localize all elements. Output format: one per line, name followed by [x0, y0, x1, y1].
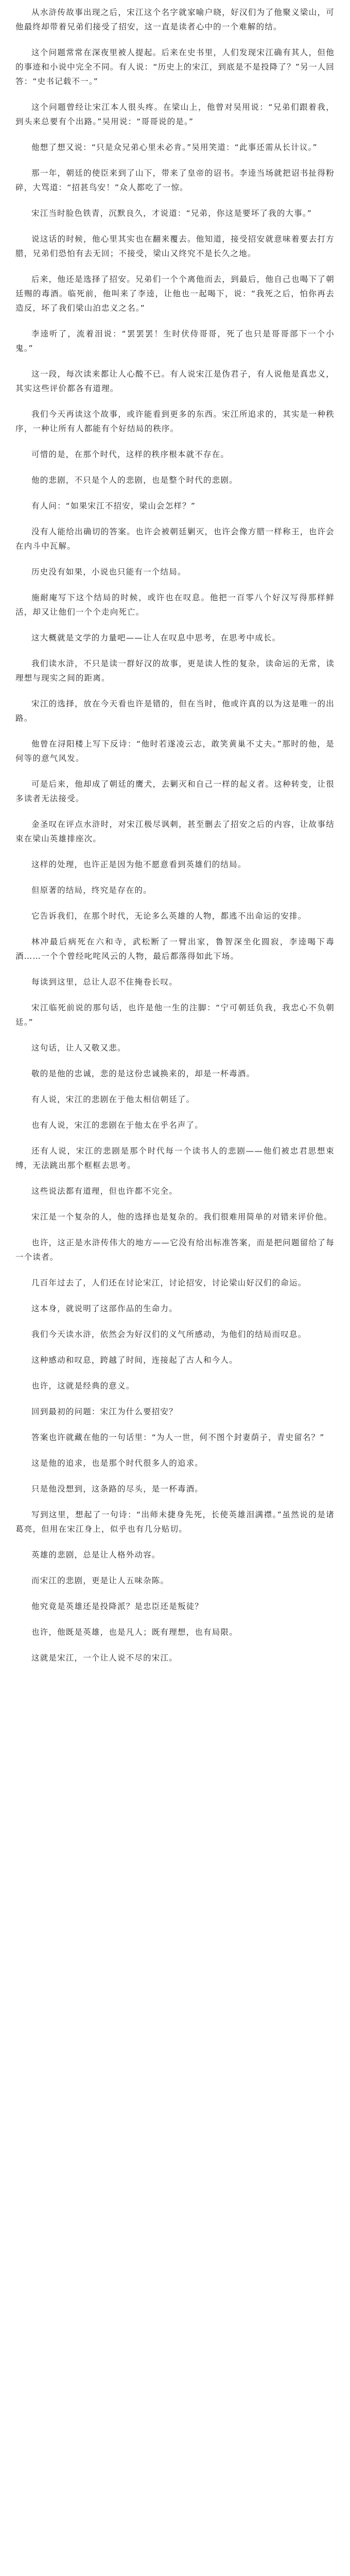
paragraph: 也有人说，宋江的悲剧在于他太在乎名声了。 — [31, 1121, 204, 1130]
paragraph: 宋江是一个复杂的人，他的选择也是复杂的。我们很难用简单的对错来评价他。 — [31, 1212, 332, 1222]
paragraph: 我们读水浒，不只是读一群好汉的故事，更是读人性的复杂，读命运的无常，读理想与现实之间的距离。 — [15, 659, 335, 683]
paragraph: 他想了想又说：“只是众兄弟心里未必肯。”吴用笑道：“此事还需从长计议。” — [31, 143, 318, 152]
paragraph: 可惜的是，在那个时代，这样的秩序根本就不存在。 — [31, 450, 230, 459]
paragraph: 那一年，朝廷的使臣来到了山下，带来了皇帝的诏书。李逵当场就把诏书扯得粉碎，大骂道：“招甚鸟安！”众人都吃了一惊。 — [15, 168, 335, 192]
paragraph: 宋江的选择，放在今天看也许是错的，但在当时，他或许真的以为这是唯一的出路。 — [15, 699, 335, 723]
paragraph: 宋江当时脸色铁青，沉默良久，才说道：“兄弟，你这是要坏了我的大事。” — [31, 209, 312, 218]
paragraph: 还有人说，宋江的悲剧是那个时代每一个读书人的悲剧——他们被忠君思想束缚，无法跳出那个框框去思考。 — [15, 1146, 335, 1170]
paragraph: 有人说，宋江的悲剧在于他太相信朝廷了。 — [31, 1095, 195, 1104]
paragraph: 这样的处理，也许正是因为他不愿意看到英雄们的结局。 — [31, 860, 247, 869]
paragraph: 施耐庵写下这个结局的时候，或许也在叹息。他把一百零八个好汉写得那样鲜活，却又让他们一个个走向死亡。 — [15, 593, 335, 617]
paragraph: 几百年过去了，人们还在讨论宋江，讨论招安，讨论梁山好汉们的命运。 — [31, 1278, 307, 1287]
paragraph: 英雄的悲剧，总是让人格外动容。 — [31, 1550, 161, 1560]
paragraph: 李逵听了，流着泪说：“罢罢罢！生时伏侍哥哥，死了也只是哥哥部下一个小鬼。” — [15, 329, 335, 353]
paragraph: 而宋江的悲剧，更是让人五味杂陈。 — [31, 1576, 169, 1585]
paragraph: 可是后来，他却成了朝廷的鹰犬，去剿灭和自己一样的起义者。这种转变，让很多读者无法接受。 — [15, 779, 335, 803]
paragraph: 有人问：“如果宋江不招安，梁山会怎样？” — [31, 501, 196, 511]
paragraph: 这本身，就说明了这部作品的生命力。 — [31, 1304, 178, 1313]
paragraph: 他曾在浔阳楼上写下反诗：“他时若遂凌云志，敢笑黄巢不丈夫。”那时的他，是何等的意气风发。 — [15, 739, 335, 763]
paragraph: 后来，他还是选择了招安。兄弟们一个个离他而去，到最后，他自己也喝下了朝廷赐的毒酒。临死前，他叫来了李逵，让他也一起喝下，说：“我死之后，怕你再去造反，坏了我们梁山泊忠义之名。” — [15, 275, 335, 313]
paragraph: 写到这里，想起了一句诗：“出师未捷身先死，长使英雄泪满襟。”虽然说的是诸葛亮，但用在宋江身上，似乎也有几分贴切。 — [15, 1510, 335, 1534]
paragraph: 这大概就是文学的力量吧——让人在叹息中思考，在思考中成长。 — [31, 633, 281, 642]
paragraph: 没有人能给出确切的答案。也许会被朝廷剿灭，也许会像方腊一样称王，也许会在内斗中瓦解。 — [15, 527, 335, 551]
paragraph: 但原著的结局，终究是存在的。 — [31, 886, 152, 895]
paragraph: 这是他的追求，也是那个时代很多人的追求。 — [31, 1459, 204, 1468]
paragraph: 这种感动和叹息，跨越了时间，连接起了古人和今人。 — [31, 1355, 238, 1365]
paragraph: 也许，这正是水浒传伟大的地方——它没有给出标准答案，而是把问题留给了每一个读者。 — [15, 1238, 335, 1262]
paragraph: 我们今天读水浒，依然会为好汉们的义气所感动，为他们的结局而叹息。 — [31, 1330, 307, 1339]
paragraph: 这句话，让人又敬又悲。 — [31, 1043, 126, 1053]
paragraph: 我们今天再读这个故事，或许能看到更多的东西。宋江所追求的，其实是一种秩序，一种让所有人都能有个好结局的秩序。 — [15, 410, 335, 433]
paragraph: 金圣叹在评点水浒时，对宋江极尽讽刺，甚至删去了招安之后的内容，让故事结束在梁山英雄排座次。 — [15, 820, 335, 843]
paragraph: 每读到这里，总让人忍不住掩卷长叹。 — [31, 977, 178, 987]
paragraph: 也许，他既是英雄，也是凡人；既有理想，也有局限。 — [31, 1628, 238, 1637]
paragraph: 也许，这就是经典的意义。 — [31, 1381, 135, 1391]
paragraph: 从水浒传故事出现之后，宋江这个名字就家喻户晓，好汉们为了他聚义梁山，可他最终却带着兄弟们接受了招安，这一直是读者心中的一个难解的结。 — [15, 8, 335, 31]
paragraph: 只是他没想到，这条路的尽头，是一杯毒酒。 — [31, 1484, 204, 1494]
paragraph: 说这话的时候，他心里其实也在翻来覆去。他知道，接受招安就意味着要去打方腊，兄弟们恐怕有去无回；不接受，梁山又终究不是长久之地。 — [15, 234, 335, 258]
paragraph: 敬的是他的忠诚，悲的是这份忠诚换来的，却是一杯毒酒。 — [31, 1069, 255, 1078]
paragraph: 它告诉我们，在那个时代，无论多么英雄的人物，都逃不出命运的安排。 — [31, 911, 307, 921]
paragraph: 这就是宋江，一个让人说不尽的宋江。 — [31, 1653, 178, 1663]
paragraph: 历史没有如果，小说也只能有一个结局。 — [31, 567, 186, 577]
paragraph: 这一段，每次读来都让人心酸不已。有人说宋江是伪君子，有人说他是真忠义，其实这些评价都各有道理。 — [15, 369, 335, 393]
paragraph: 他的悲剧，不只是个人的悲剧，也是整个时代的悲剧。 — [31, 476, 238, 485]
paragraph: 他究竟是英雄还是投降派？是忠臣还是叛徒？ — [31, 1602, 204, 1611]
paragraph: 宋江临死前说的那句话，也许是他一生的注脚：“宁可朝廷负我，我忠心不负朝廷。” — [15, 1003, 335, 1027]
paragraph: 林冲最后病死在六和寺，武松断了一臂出家，鲁智深坐化圆寂，李逵喝下毒酒……一个个曾经叱咤风云的人物，最后都落得如此下场。 — [15, 937, 335, 961]
paragraph: 回到最初的问题：宋江为什么要招安？ — [31, 1407, 178, 1416]
paragraph: 这个问题常常在深夜里被人提起。后来在史书里，人们发现宋江确有其人，但他的事迹和小说中完全不同。有人说：“历史上的宋江，到底是不是投降了？”另一人回答：“史书记载不一。” — [15, 48, 335, 86]
paragraph: 这些说法都有道理，但也许都不完全。 — [31, 1187, 178, 1196]
paragraph: 这个问题曾经让宋江本人很头疼。在梁山上，他曾对吴用说：“兄弟们跟着我，到头来总要有个出路。”吴用说：“哥哥说的是。” — [15, 103, 335, 126]
paragraph: 答案也许就藏在他的一句话里：“为人一世，何不图个封妻荫子，青史留名？” — [31, 1433, 325, 1442]
